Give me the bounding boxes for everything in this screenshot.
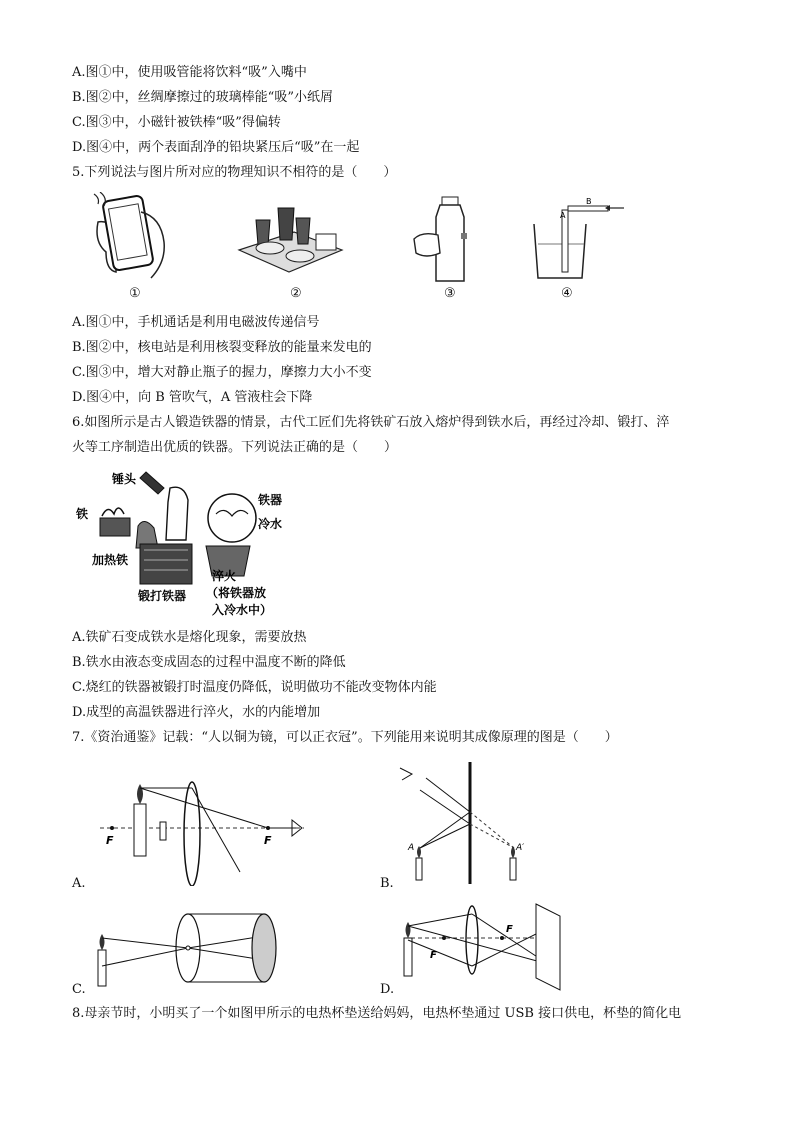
- q7-stem: 7.《资治通鉴》记载：“人以铜为镜，可以正衣冠”。下列能用来说明其成像原理的图是（ ）: [72, 730, 618, 745]
- tube-b-label: B: [586, 197, 592, 206]
- q7-figure-b: [390, 760, 540, 888]
- q5-option-b: B.图②中，核电站是利用核裂变释放的能量来发电的: [72, 340, 372, 355]
- q4-option-b: B.图②中，丝绸摩擦过的玻璃棒能“吸”小纸屑: [72, 90, 333, 105]
- fig-label-3: ③: [444, 286, 456, 301]
- q4-option-c: C.图③中，小磁针被铁棒“吸”得偏转: [72, 115, 281, 130]
- label-heating: 加热铁: [92, 553, 129, 567]
- q6-stem-line2: 火等工序制造出优质的铁器。下列说法正确的是（ ）: [72, 440, 398, 455]
- q5-option-c: C.图③中，增大对静止瓶子的握力，摩擦力大小不变: [72, 365, 372, 380]
- q7-figure-d: [398, 900, 568, 992]
- phone-hand-figure: [86, 192, 178, 284]
- fig-label-4: ④: [561, 286, 573, 301]
- nuclear-plant-figure: [234, 200, 344, 280]
- q6-option-b: B.铁水由液态变成固态的过程中温度不断的降低: [72, 655, 346, 670]
- q7b-point-a-prime: A′: [516, 843, 525, 853]
- q7-label-a: A.: [72, 876, 86, 891]
- q7-figure-a: [86, 764, 316, 886]
- q7b-point-a: A: [408, 843, 415, 853]
- q5-option-d: D.图④中，向 B 管吹气，A 管液柱会下降: [72, 390, 313, 405]
- bottle-hand-figure: [408, 195, 472, 285]
- q7a-focus-right: F: [264, 834, 272, 847]
- label-iron: 铁: [76, 507, 89, 521]
- q7-figure-c: [88, 906, 298, 990]
- q7-label-d: D.: [380, 982, 395, 997]
- q7-label-c: C.: [72, 982, 86, 997]
- q8-stem: 8.母亲节时，小明买了一个如图甲所示的电热杯垫送给妈妈，电热杯垫通过 USB 接口供电，杯垫的简化电: [72, 1006, 682, 1021]
- tube-a-label: A: [560, 211, 566, 220]
- q7d-focus-left: F: [430, 950, 437, 961]
- q6-option-a: A.铁矿石变成铁水是熔化现象，需要放热: [72, 630, 307, 645]
- label-hammer: 锤头: [112, 472, 137, 486]
- q4-option-d: D.图④中，两个表面刮净的铅块紧压后“吸”在一起: [72, 140, 360, 155]
- q6-option-c: C.烧红的铁器被锻打时温度仍降低，说明做功不能改变物体内能: [72, 680, 437, 695]
- q5-option-a: A.图①中，手机通话是利用电磁波传递信号: [72, 315, 320, 330]
- straw-beaker-figure: [528, 194, 628, 284]
- label-ironware: 铁器: [258, 493, 283, 507]
- label-quench-note-2: 入冷水中）: [212, 603, 273, 617]
- label-quench: 淬火: [212, 569, 237, 583]
- label-quench-note-1: （将铁器放: [206, 586, 267, 600]
- fig-label-2: ②: [290, 286, 302, 301]
- q5-stem: 5.下列说法与图片所对应的物理知识不相符的是（ ）: [72, 165, 397, 180]
- q6-stem-line1: 6.如图所示是古人锻造铁器的情景，古代工匠们先将铁矿石放入熔炉得到铁水后，再经过冷却、锻打、淬: [72, 415, 670, 430]
- fig-label-1: ①: [129, 286, 141, 301]
- forging-illustration: [74, 466, 304, 622]
- q7d-focus-right: F: [506, 924, 513, 935]
- q4-option-a: A.图①中，使用吸管能将饮料“吸”入嘴中: [72, 65, 307, 80]
- q7a-focus-left: F: [106, 834, 114, 847]
- label-cold-water: 冷水: [258, 517, 283, 531]
- label-forging: 锻打铁器: [138, 589, 187, 603]
- q6-option-d: D.成型的高温铁器进行淬火，水的内能增加: [72, 705, 321, 720]
- q7-label-b: B.: [380, 876, 394, 891]
